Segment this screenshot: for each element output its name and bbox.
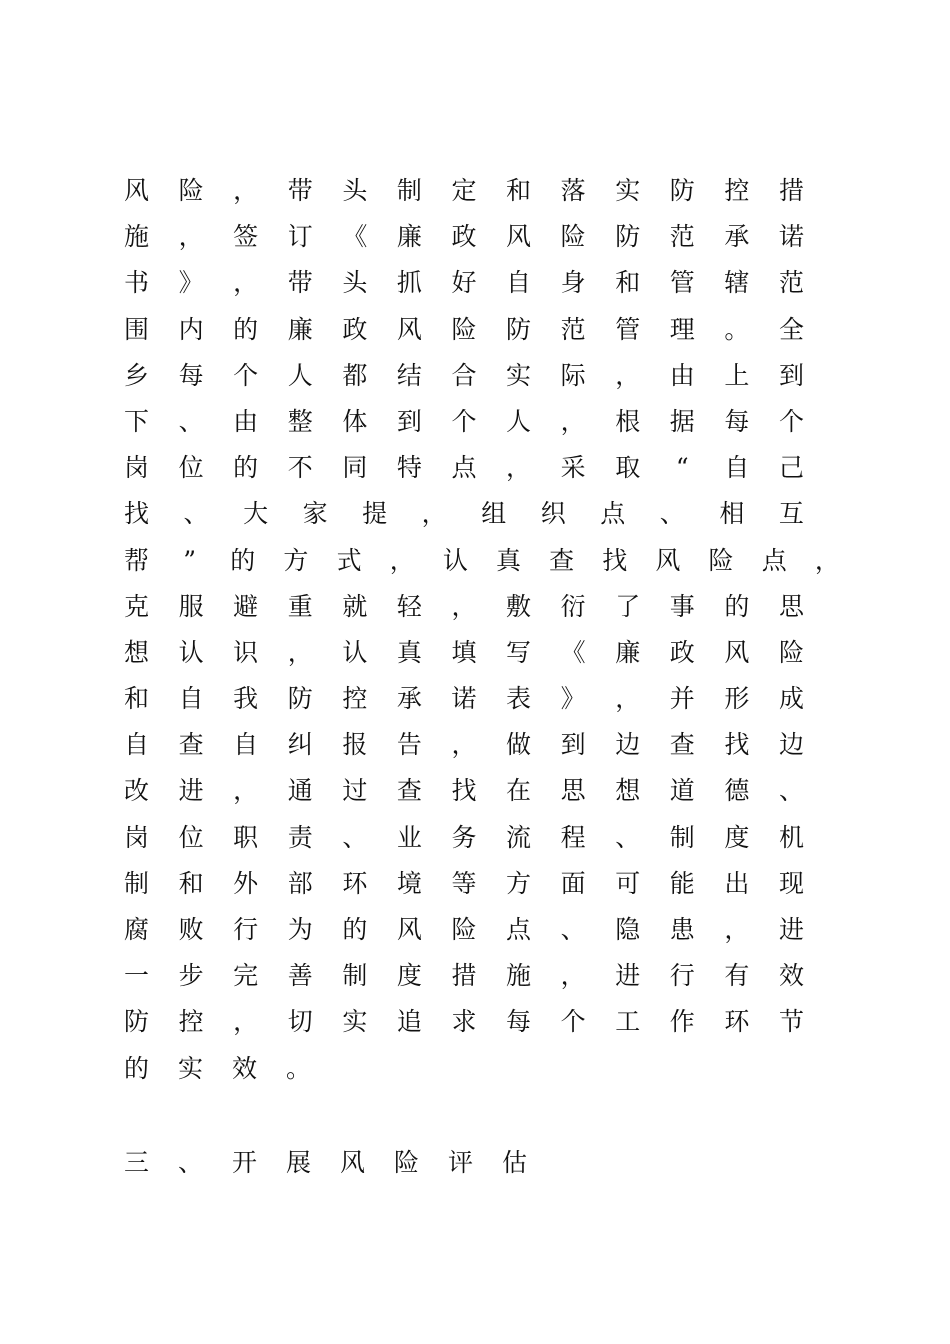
text-char: ， (615, 360, 641, 390)
text-char: 和 (615, 268, 641, 298)
text-char: 、 (178, 406, 204, 436)
text-char: 作 (669, 1007, 695, 1037)
text-char: 德 (724, 776, 750, 806)
text-char: 诺 (451, 684, 477, 714)
text-char: 订 (287, 222, 313, 252)
text-char: 评 (448, 1148, 474, 1177)
text-char: 自 (124, 730, 150, 760)
text-char: 身 (560, 268, 586, 298)
text-char: 和 (506, 176, 532, 205)
text-char: 败 (178, 915, 204, 944)
text-char: 特 (396, 453, 422, 483)
text-line (124, 815, 804, 861)
text-line (124, 445, 804, 491)
text-char: 并 (669, 684, 695, 714)
text-char: 有 (724, 961, 750, 991)
text-char: 《 (560, 637, 586, 667)
text-char: 制 (124, 868, 150, 898)
text-char: 和 (178, 868, 204, 898)
text-char: 风 (396, 915, 422, 944)
text-char: 在 (506, 776, 532, 806)
text-char: ， (560, 961, 586, 991)
text-char: 自 (178, 684, 204, 714)
text-char: 进 (615, 961, 641, 991)
text-char: 家 (302, 499, 328, 529)
text-char: 廉 (396, 222, 422, 252)
text-char: 个 (451, 406, 477, 436)
text-char: 位 (178, 822, 204, 852)
text-char: 度 (396, 961, 422, 991)
text-line (124, 538, 840, 584)
text-line (124, 307, 804, 353)
text-char: 点 (451, 453, 477, 483)
text-line (124, 630, 804, 676)
text-char: 开 (232, 1148, 258, 1177)
text-char: 位 (178, 453, 204, 483)
text-char: 每 (506, 1007, 532, 1037)
text-char: 制 (669, 822, 695, 852)
text-char: 内 (178, 314, 204, 344)
text-char: 结 (396, 360, 422, 390)
text-char: 点 (506, 915, 532, 944)
text-char: 腐 (124, 915, 150, 944)
text-char: 重 (287, 591, 313, 621)
text-char: 部 (287, 868, 313, 898)
text-char: 找 (602, 545, 628, 575)
text-char: 范 (669, 222, 695, 252)
text-char: 认 (342, 637, 368, 667)
text-char: 三 (124, 1148, 150, 1177)
text-char: 自 (506, 268, 532, 298)
text-char: 表 (506, 684, 532, 714)
text-char: 取 (615, 453, 641, 483)
text-char: 《 (342, 222, 368, 252)
text-char: 头 (342, 268, 368, 298)
text-char: 查 (178, 730, 204, 760)
text-char: 上 (724, 360, 750, 390)
text-char: 思 (778, 591, 804, 621)
text-char: 写 (506, 637, 532, 667)
text-char: 险 (178, 176, 204, 205)
text-char: 组 (481, 499, 507, 529)
text-char: 织 (540, 499, 566, 529)
text-char: 查 (396, 776, 422, 806)
text-char: 的 (124, 1053, 150, 1083)
text-char: 人 (287, 360, 313, 390)
text-char: ， (421, 499, 447, 529)
text-char: 识 (233, 637, 259, 667)
text-char: 险 (394, 1148, 420, 1177)
text-char: 风 (396, 314, 422, 344)
text-char: 认 (442, 545, 468, 575)
text-char: 过 (342, 776, 368, 806)
text-char: 个 (560, 1007, 586, 1037)
text-char: 环 (342, 868, 368, 898)
text-char: 边 (615, 730, 641, 760)
text-char: 承 (724, 222, 750, 252)
text-char: 到 (396, 406, 422, 436)
text-char: 想 (124, 637, 150, 667)
text-char: 个 (778, 406, 804, 436)
text-char: 善 (287, 961, 313, 991)
text-char: 施 (124, 222, 150, 252)
text-line (124, 676, 804, 722)
text-char: 填 (451, 637, 477, 667)
text-char: ， (560, 406, 586, 436)
text-char: ， (233, 1007, 259, 1037)
text-char: 行 (669, 961, 695, 991)
text-char: 找 (724, 730, 750, 760)
text-char: 险 (708, 545, 734, 575)
text-char: 机 (778, 822, 804, 852)
text-char: 风 (340, 1148, 366, 1177)
text-char: 现 (778, 868, 804, 898)
text-char: 险 (778, 637, 804, 667)
text-char: 管 (669, 268, 695, 298)
text-char: 求 (451, 1007, 477, 1037)
text-char: 下 (124, 406, 150, 436)
section-heading (124, 1140, 527, 1186)
text-char: 控 (178, 1007, 204, 1037)
text-char: 互 (778, 499, 804, 529)
text-char: 承 (396, 684, 422, 714)
text-char: 克 (124, 591, 150, 621)
text-line (124, 1046, 804, 1092)
text-char: 措 (451, 961, 477, 991)
text-char: 不 (287, 453, 313, 483)
text-char: 政 (342, 314, 368, 344)
text-char: 、 (659, 499, 685, 529)
text-line (124, 953, 804, 999)
text-char: 道 (669, 776, 695, 806)
text-char: 范 (778, 268, 804, 298)
text-char: 找 (124, 499, 150, 529)
text-char: 根 (615, 406, 641, 436)
text-char: 患 (669, 915, 695, 944)
text-line (124, 399, 804, 445)
text-line (124, 168, 804, 214)
text-char: 、 (560, 915, 586, 944)
text-char: 头 (342, 176, 368, 205)
text-char: 展 (286, 1148, 312, 1177)
text-char: 、 (183, 499, 209, 529)
text-char: 的 (233, 453, 259, 483)
text-char: ” (183, 545, 197, 575)
text-char: 落 (560, 176, 586, 205)
text-char: 环 (724, 1007, 750, 1037)
text-char: 进 (778, 915, 804, 944)
text-char: 每 (724, 406, 750, 436)
text-char: 岗 (124, 822, 150, 852)
text-char: 》 (560, 684, 586, 714)
text-char: 险 (560, 222, 586, 252)
text-char: ， (615, 684, 641, 714)
text-line (124, 768, 804, 814)
text-char: 措 (778, 176, 804, 205)
text-char: 流 (506, 822, 532, 852)
text-char: 廉 (287, 314, 313, 344)
text-char: ， (389, 545, 415, 575)
text-char: 政 (669, 637, 695, 667)
text-char: 成 (778, 684, 804, 714)
text-char: 控 (342, 684, 368, 714)
text-line (124, 584, 804, 630)
text-char: 好 (451, 268, 477, 298)
text-char: 体 (342, 406, 368, 436)
text-char: 抓 (396, 268, 422, 298)
text-char: 追 (396, 1007, 422, 1037)
text-char: ， (451, 730, 477, 760)
text-char: ， (233, 268, 259, 298)
text-char: 进 (178, 776, 204, 806)
text-char: 的 (233, 314, 259, 344)
text-char: 大 (243, 499, 269, 529)
text-char: 己 (778, 453, 804, 483)
text-line (124, 353, 804, 399)
text-char: 报 (342, 730, 368, 760)
text-char: 隐 (615, 915, 641, 944)
text-char: 相 (719, 499, 745, 529)
text-char: 找 (451, 776, 477, 806)
text-char: 辖 (724, 268, 750, 298)
text-char: 业 (396, 822, 422, 852)
text-char: 了 (615, 591, 641, 621)
text-char: 和 (124, 684, 150, 714)
text-char: 》 (178, 268, 204, 298)
text-line (124, 999, 804, 1045)
text-char: 风 (124, 176, 150, 205)
text-line (124, 722, 804, 768)
text-char: 式 (336, 545, 362, 575)
text-char: 告 (396, 730, 422, 760)
text-char: 廉 (615, 637, 641, 667)
text-char: 认 (178, 637, 204, 667)
text-char: 、 (178, 1148, 204, 1177)
body-paragraph (124, 168, 840, 1092)
text-char: 完 (233, 961, 259, 991)
text-char: 全 (778, 314, 804, 344)
text-char: 职 (233, 822, 259, 852)
text-char: 实 (615, 176, 641, 205)
text-char: 为 (287, 915, 313, 944)
text-char: 实 (342, 1007, 368, 1037)
text-char: 能 (669, 868, 695, 898)
text-char: 签 (233, 222, 259, 252)
text-char: 可 (615, 868, 641, 898)
text-line (124, 861, 804, 907)
text-line (124, 907, 804, 953)
text-char: 、 (615, 822, 641, 852)
text-char: 务 (451, 822, 477, 852)
text-char: 控 (724, 176, 750, 205)
text-char: 合 (451, 360, 477, 390)
text-char: 改 (124, 776, 150, 806)
text-char: 实 (506, 360, 532, 390)
text-char: “ (675, 453, 689, 483)
text-char: ， (724, 915, 750, 944)
text-char: 度 (724, 822, 750, 852)
text-char: 到 (560, 730, 586, 760)
text-char: 岗 (124, 453, 150, 483)
text-char: 防 (287, 684, 313, 714)
text-char: 点 (761, 545, 787, 575)
text-char: 自 (724, 453, 750, 483)
text-char: 等 (451, 868, 477, 898)
text-char: 的 (724, 591, 750, 621)
text-char: 每 (178, 360, 204, 390)
text-char: 、 (778, 776, 804, 806)
text-char: 防 (124, 1007, 150, 1037)
text-char: 节 (778, 1007, 804, 1037)
text-char: ， (233, 776, 259, 806)
text-char: 风 (724, 637, 750, 667)
text-char: 外 (233, 868, 259, 898)
text-char: 我 (233, 684, 259, 714)
text-char: 诺 (778, 222, 804, 252)
text-char: ， (451, 591, 477, 621)
text-char: ， (287, 637, 313, 667)
text-char: 带 (287, 176, 313, 205)
text-char: 查 (669, 730, 695, 760)
text-char: 境 (396, 868, 422, 898)
text-char: 方 (506, 868, 532, 898)
text-char: 际 (560, 360, 586, 390)
text-char: 做 (506, 730, 532, 760)
text-char: 防 (669, 176, 695, 205)
text-char: 据 (669, 406, 695, 436)
text-char: 切 (287, 1007, 313, 1037)
text-char: 采 (560, 453, 586, 483)
text-char: 查 (549, 545, 575, 575)
text-char: 服 (178, 591, 204, 621)
text-char: 风 (506, 222, 532, 252)
text-char: 想 (615, 776, 641, 806)
text-char: 一 (124, 961, 150, 991)
text-char: 形 (724, 684, 750, 714)
text-char: 管 (615, 314, 641, 344)
text-char: 自 (233, 730, 259, 760)
text-char: 思 (560, 776, 586, 806)
text-char: 制 (396, 176, 422, 205)
text-char: 都 (342, 360, 368, 390)
text-char: ， (233, 176, 259, 205)
text-char: 个 (233, 360, 259, 390)
text-char: 真 (396, 637, 422, 667)
text-char: 通 (287, 776, 313, 806)
text-line (124, 260, 804, 306)
text-char: 。 (286, 1053, 312, 1083)
text-char: 险 (451, 314, 477, 344)
text-char: 出 (724, 868, 750, 898)
text-char: 效 (232, 1053, 258, 1083)
text-char: 风 (655, 545, 681, 575)
text-char: 提 (362, 499, 388, 529)
text-char: 同 (342, 453, 368, 483)
text-char: 范 (560, 314, 586, 344)
text-char: 围 (124, 314, 150, 344)
text-char: 带 (287, 268, 313, 298)
text-char: 、 (342, 822, 368, 852)
text-char: 施 (506, 961, 532, 991)
text-char: 点 (600, 499, 626, 529)
text-char: 由 (233, 406, 259, 436)
text-char: 整 (287, 406, 313, 436)
text-char: 程 (560, 822, 586, 852)
text-char: ， (178, 222, 204, 252)
text-char: 效 (778, 961, 804, 991)
text-char: ， (814, 545, 840, 575)
text-char: 防 (506, 314, 532, 344)
text-char: 真 (495, 545, 521, 575)
text-char: 面 (560, 868, 586, 898)
text-char: 估 (502, 1148, 528, 1177)
text-char: 定 (451, 176, 477, 205)
text-char: 制 (342, 961, 368, 991)
text-char: 事 (669, 591, 695, 621)
text-char: 政 (451, 222, 477, 252)
text-char: 到 (778, 360, 804, 390)
text-char: 就 (342, 591, 368, 621)
text-char: 由 (669, 360, 695, 390)
text-char: 书 (124, 268, 150, 298)
text-char: 工 (615, 1007, 641, 1037)
text-char: 行 (233, 915, 259, 944)
text-char: 衍 (560, 591, 586, 621)
text-char: 实 (178, 1053, 204, 1083)
text-char: 理 (669, 314, 695, 344)
text-char: 避 (233, 591, 259, 621)
text-line (124, 214, 804, 260)
text-char: 险 (451, 915, 477, 944)
text-char: 边 (778, 730, 804, 760)
text-line (124, 491, 804, 537)
text-char: 的 (342, 915, 368, 944)
text-char: 的 (230, 545, 256, 575)
text-char: 敷 (506, 591, 532, 621)
text-char: ， (506, 453, 532, 483)
text-char: 防 (615, 222, 641, 252)
text-char: 责 (287, 822, 313, 852)
text-char: 帮 (124, 545, 150, 575)
text-char: 方 (283, 545, 309, 575)
text-char: 人 (506, 406, 532, 436)
text-char: 轻 (396, 591, 422, 621)
text-char: 乡 (124, 360, 150, 390)
text-char: 。 (724, 314, 750, 344)
text-char: 纠 (287, 730, 313, 760)
text-char: 步 (178, 961, 204, 991)
